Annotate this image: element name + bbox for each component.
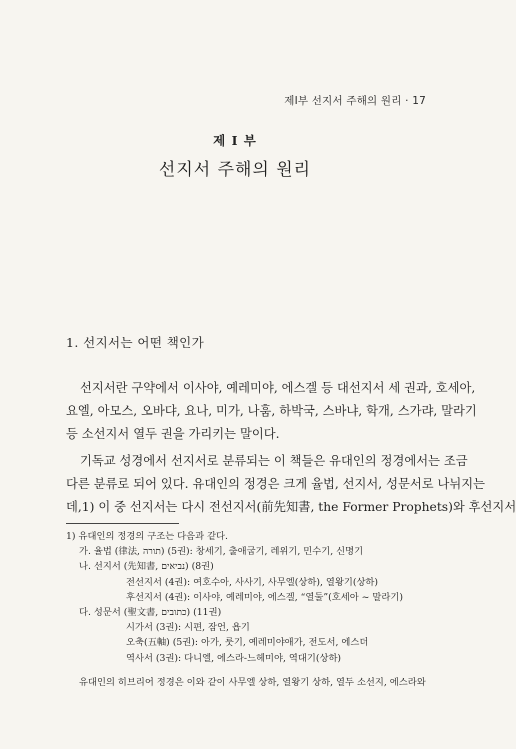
footnote-title: 1) 유대인의 정경의 구조는 다음과 같다.: [66, 531, 228, 542]
footnote-line: 유대인의 히브리어 정경은 이와 같이 사무엘 상하, 열왕기 상하, 열두 소선지, 에스라와: [79, 676, 426, 688]
footnote-line: 나. 선지서 (先知書, נביאים) (8권): [79, 561, 214, 573]
paragraph-line: 기독교 성경에서 선지서로 분류되는 이 책들은 유대인의 정경에서는 조금: [80, 454, 468, 468]
running-header: 제I부 선지서 주해의 원리 · 17: [284, 95, 426, 107]
paragraph-1: [66, 377, 477, 446]
part-title: 선지서 주해의 원리: [158, 160, 312, 180]
paragraph-2: [66, 450, 516, 519]
paragraph-line: 등 소선지서 열두 권을 가리키는 말이다.: [66, 427, 280, 441]
footnote-line: 전선지서 (4권): 여호수아, 사사기, 사무엘(상하), 열왕기(상하): [126, 576, 379, 588]
paragraph-line: 다른 분류로 되어 있다. 유대인의 정경은 크게 율법, 선지서, 성문서로 나뉘지는: [66, 477, 486, 491]
footnote-line: 오축(五軸) (5권): 아가, 룻기, 예레미야애가, 전도서, 에스더: [126, 637, 369, 649]
footnote-divider: [66, 523, 179, 524]
paragraph-line: 요엘, 아모스, 오바댜, 요나, 미가, 나훔, 하박국, 스바냐, 학개, 스가랴, 말라기: [66, 404, 477, 418]
paragraph-line: 데,1) 이 중 선지서는 다시 전선지서(前先知書, the Former Prophets)와 후선지서: [66, 500, 516, 514]
footnote-line: 다. 성문서 (聖文書, כתובים) (11권): [79, 607, 222, 619]
footnote-line: 역사서 (3권): 다니엘, 에스라-느헤미야, 역대기(상하): [126, 652, 342, 664]
section-heading: 1. 선지서는 어떤 책인가: [66, 335, 205, 350]
footnote-line: 시가서 (3권): 시편, 잠언, 욥기: [126, 622, 250, 634]
footnotes: [66, 529, 426, 690]
paragraph-line: 선지서란 구약에서 이사야, 예레미야, 에스겔 등 대선지서 세 권과, 호세아,: [80, 381, 476, 395]
footnote-line: 가. 율법 (律法, תורה) (5권): 창세기, 출애굽기, 레위기, 민수기, 신명기: [79, 546, 364, 558]
part-label: 제 I 부: [213, 133, 257, 148]
footnote-line: 후선지서 (4권): 이사야, 예레미야, 에스겔, “열둘”(호세아 ~ 말라기): [126, 591, 403, 603]
